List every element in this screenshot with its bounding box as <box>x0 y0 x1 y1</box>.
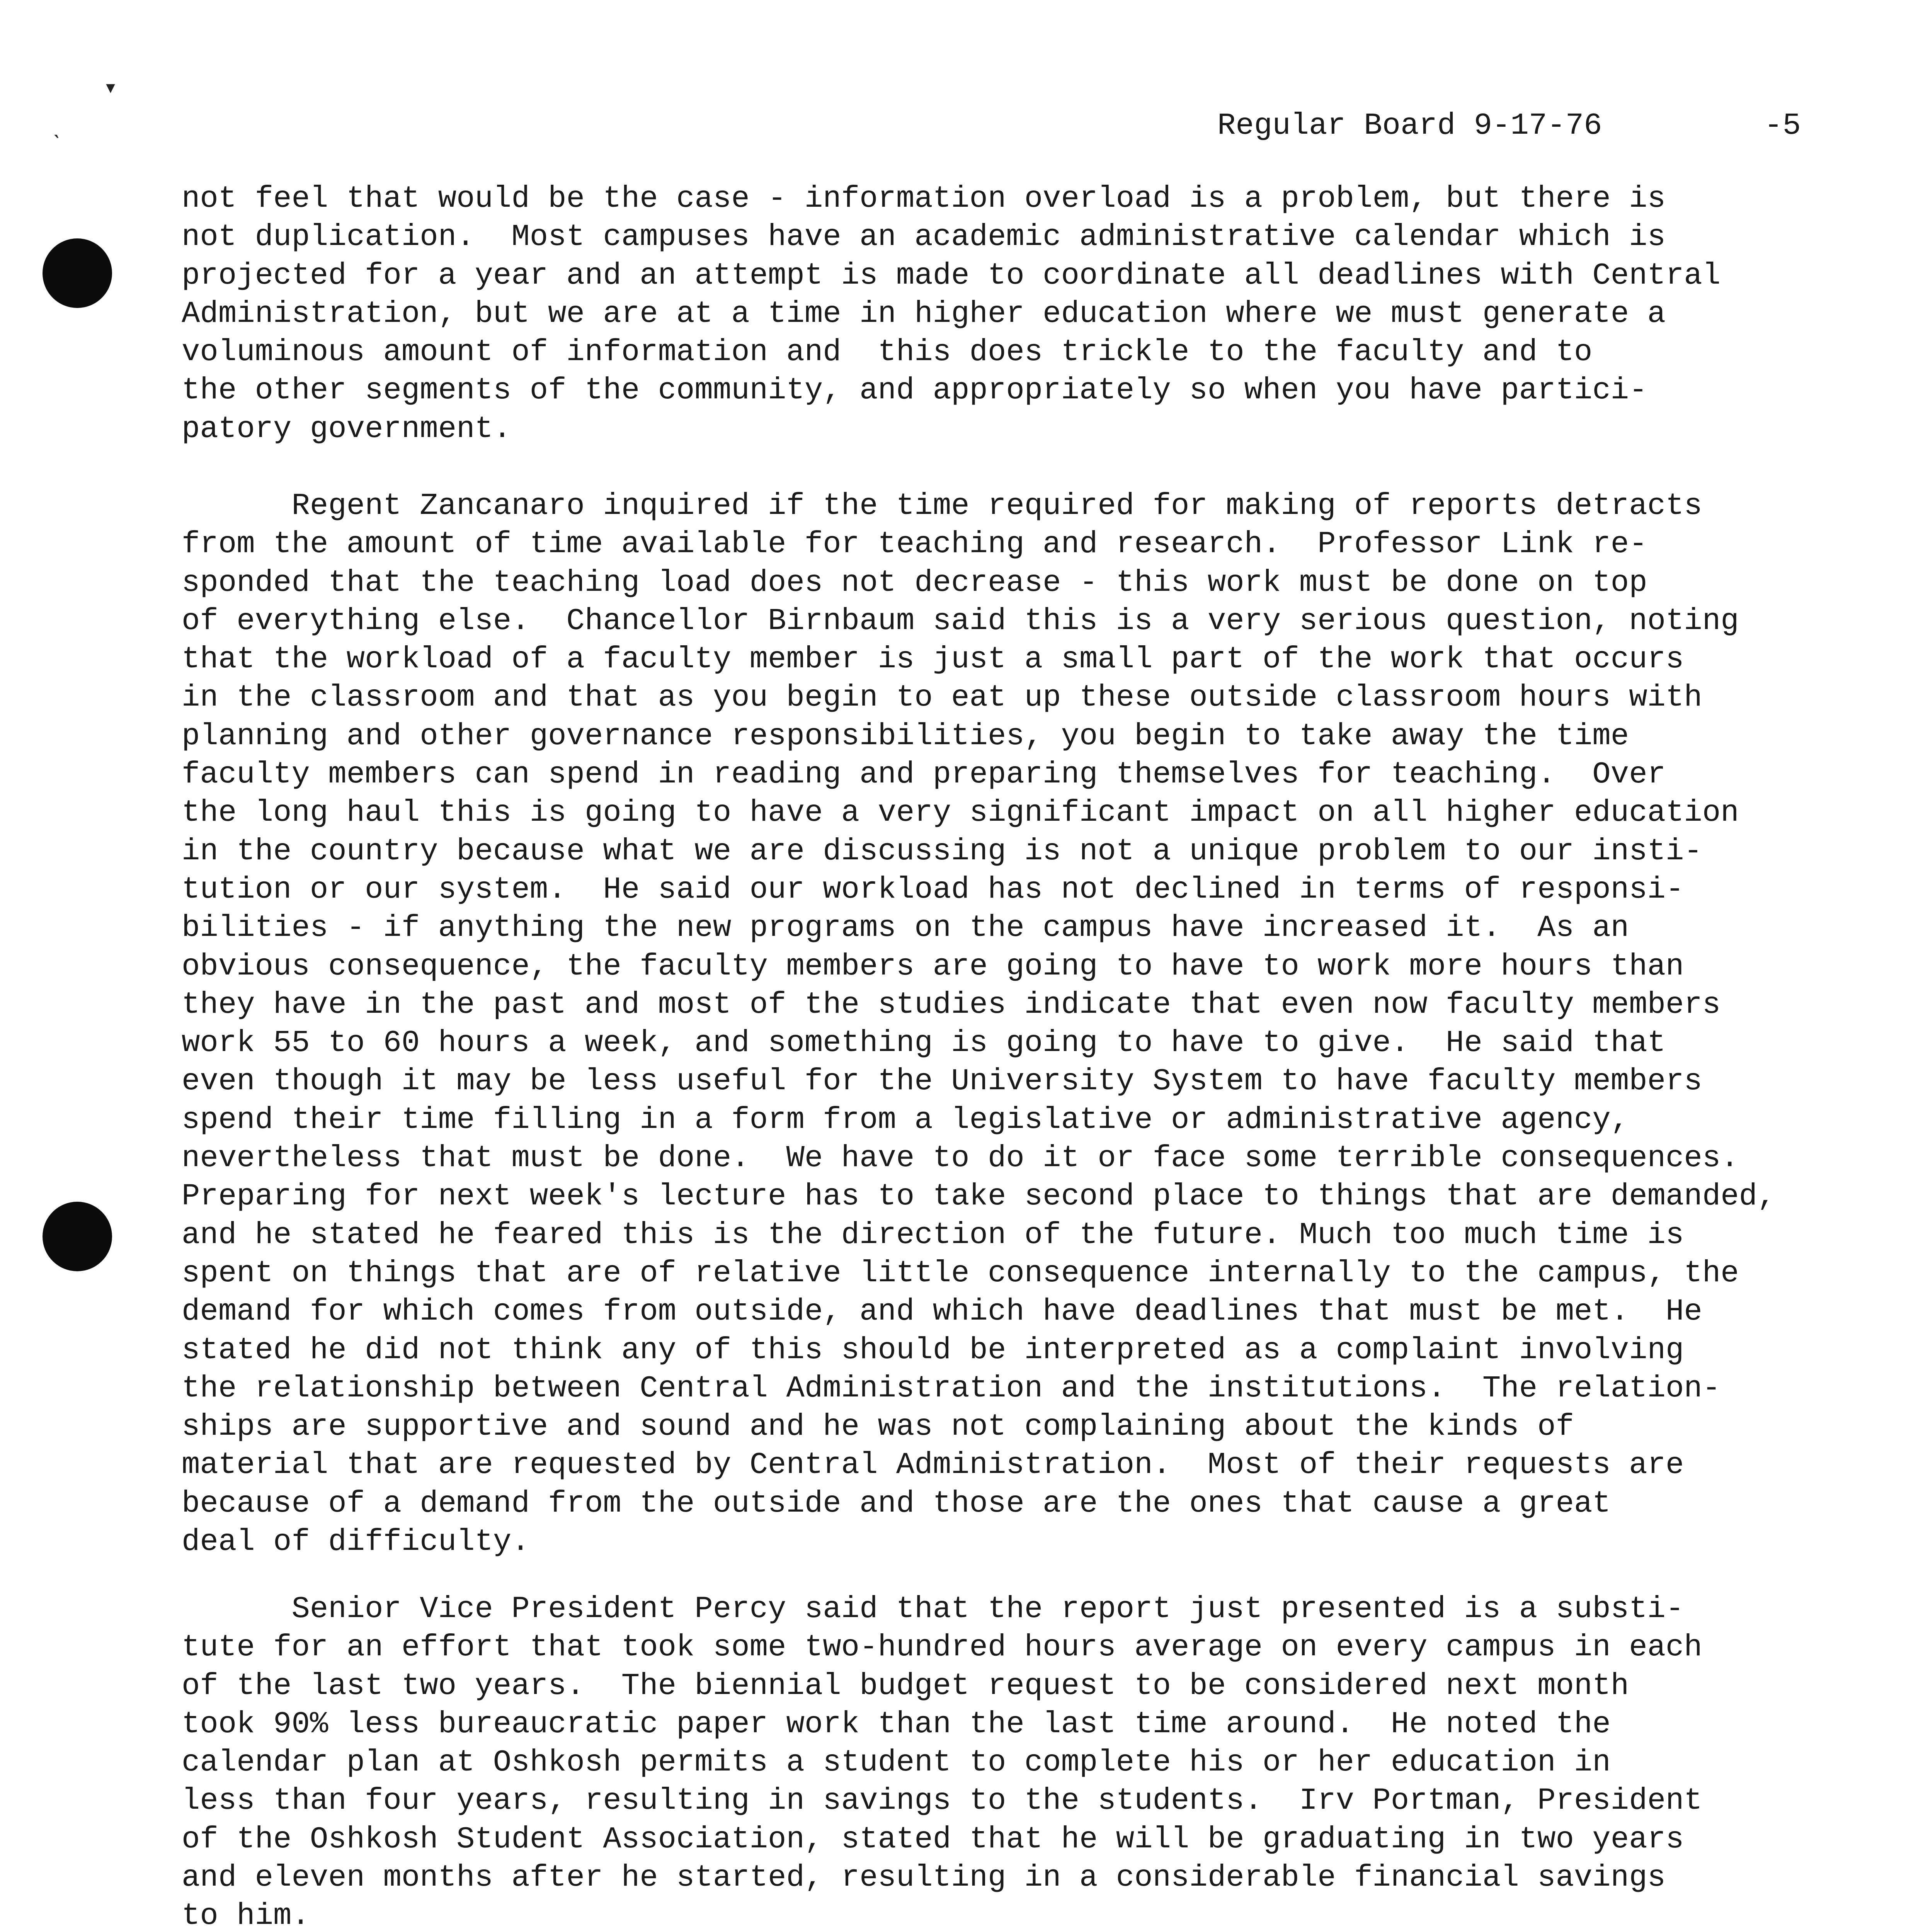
text-line: the other segments of the community, and appropriately so when you have partici- <box>182 373 1647 408</box>
text-line: Regent Zancanaro inquired if the time required for making of reports detracts <box>182 488 1702 523</box>
text-line: tute for an effort that took some two-hundred hours average on every campus in each <box>182 1630 1702 1665</box>
text-line: nevertheless that must be done. We have to do it or face some terrible consequences. <box>182 1141 1739 1176</box>
text-line: that the workload of a faculty member is just a small part of the work that occurs <box>182 642 1684 677</box>
text-line: because of a demand from the outside and those are the ones that cause a great <box>182 1486 1611 1521</box>
page-number: -5 <box>1764 108 1801 143</box>
text-line: material that are requested by Central Administration. Most of their requests are <box>182 1447 1684 1483</box>
text-line: of the Oshkosh Student Association, stated that he will be graduating in two years <box>182 1821 1684 1857</box>
text-line: spent on things that are of relative little consequence internally to the campus, the <box>182 1255 1739 1291</box>
punch-hole-top <box>43 238 112 308</box>
text-line: spend their time filling in a form from a legislative or administrative agency, <box>182 1102 1629 1137</box>
page-header <box>1217 104 1801 147</box>
text-line: projected for a year and an attempt is made to coordinate all deadlines with Central <box>182 258 1721 293</box>
text-line: the relationship between Central Administration and the institutions. The relation- <box>182 1371 1721 1406</box>
text-line: obvious consequence, the faculty members are going to have to work more hours than <box>182 949 1684 984</box>
text-line: the long haul this is going to have a very significant impact on all higher education <box>182 795 1739 830</box>
text-line: tution or our system. He said our workload has not declined in terms of responsi- <box>182 872 1684 907</box>
text-line: of everything else. Chancellor Birnbaum said this is a very serious question, noting <box>182 603 1739 638</box>
text-line: ships are supportive and sound and he was not complaining about the kinds of <box>182 1409 1574 1444</box>
text-line: calendar plan at Oshkosh permits a student to complete his or her education in <box>182 1745 1611 1780</box>
text-line: not feel that would be the case - information overload is a problem, but there is <box>182 181 1666 216</box>
text-line: demand for which comes from outside, and which have deadlines that must be met. He <box>182 1294 1702 1329</box>
left-tick-mark: ˎ <box>49 114 64 141</box>
top-tick-mark: ▾ <box>104 76 118 102</box>
text-line: sponded that the teaching load does not decrease - this work must be done on top <box>182 565 1647 600</box>
text-line: faculty members can spend in reading and preparing themselves for teaching. Over <box>182 757 1666 792</box>
text-line: and he stated he feared this is the direction of the future. Much too much time is <box>182 1217 1684 1252</box>
text-line: they have in the past and most of the studies indicate that even now faculty members <box>182 987 1721 1022</box>
punch-hole-middle <box>43 1202 112 1271</box>
text-line: Preparing for next week's lecture has to take second place to things that are demanded, <box>182 1179 1776 1214</box>
text-line: to him. <box>182 1898 310 1932</box>
paragraph <box>182 180 1812 448</box>
text-line: of the last two years. The biennial budget request to be considered next month <box>182 1668 1629 1703</box>
header-title: Regular Board 9-17-76 <box>1217 108 1602 143</box>
text-line: not duplication. Most campuses have an academic administrative calendar which is <box>182 219 1666 255</box>
text-line: deal of difficulty. <box>182 1524 530 1560</box>
text-line: even though it may be less useful for the University System to have faculty members <box>182 1064 1702 1099</box>
paragraph <box>182 487 1812 1561</box>
text-line: from the amount of time available for teaching and research. Professor Link re- <box>182 527 1647 562</box>
text-line: patory government. <box>182 411 512 446</box>
text-line: in the classroom and that as you begin to eat up these outside classroom hours with <box>182 680 1702 715</box>
text-line: voluminous amount of information and this does trickle to the faculty and to <box>182 335 1593 370</box>
text-line: took 90% less bureaucratic paper work than the last time around. He noted the <box>182 1706 1611 1742</box>
text-line: bilities - if anything the new programs on the campus have increased it. As an <box>182 910 1629 946</box>
text-line: less than four years, resulting in savings to the students. Irv Portman, President <box>182 1783 1702 1818</box>
text-line: Senior Vice President Percy said that the report just presented is a substi- <box>182 1592 1684 1626</box>
paragraph <box>182 1590 1812 1932</box>
text-line: stated he did not think any of this should be interpreted as a complaint involving <box>182 1332 1684 1367</box>
text-line: in the country because what we are discussing is not a unique problem to our insti- <box>182 833 1702 869</box>
text-line: planning and other governance responsibilities, you begin to take away the time <box>182 718 1629 753</box>
text-line: and eleven months after he started, resulting in a considerable financial savings <box>182 1860 1666 1895</box>
text-line: Administration, but we are at a time in higher education where we must generate a <box>182 296 1666 331</box>
text-line: work 55 to 60 hours a week, and something is going to have to give. He said that <box>182 1026 1666 1061</box>
